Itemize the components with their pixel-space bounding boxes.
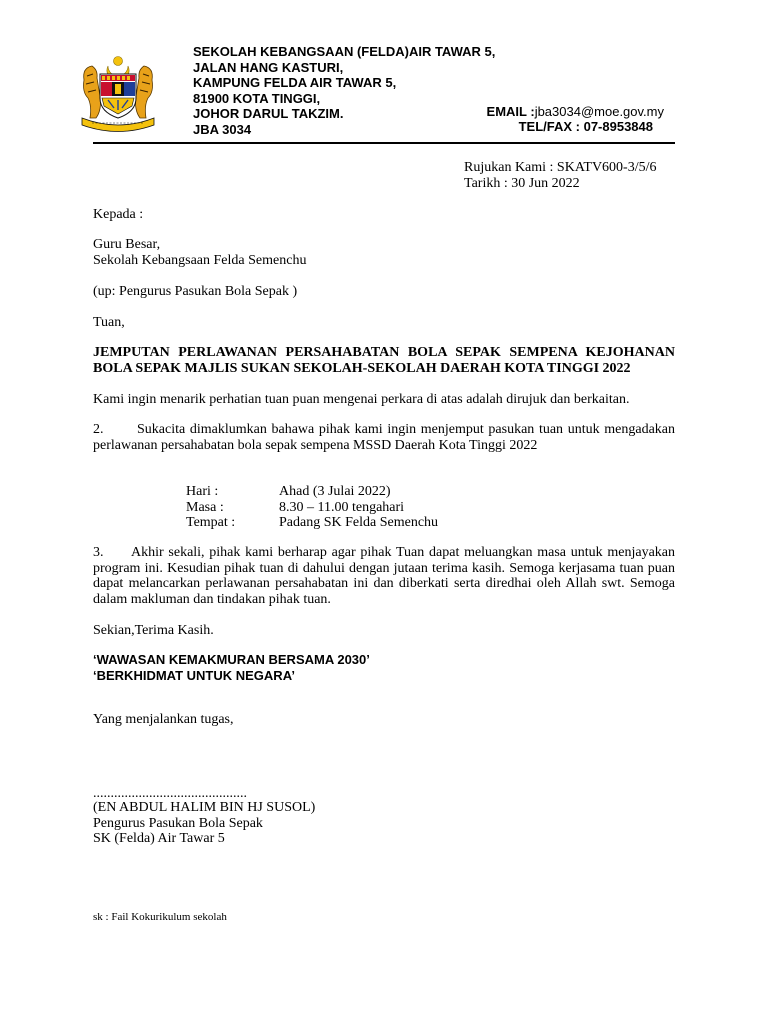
crest-icon — [78, 52, 158, 132]
paragraph-2-text: Sukacita dimaklumkan bahawa pihak kami ingin menjemput pasukan tuan untuk mengadakan perlawanan persahabatan bola sepak sempena MSSD Daerah Kota Tinggi 2022 — [93, 422, 675, 453]
detail-row-hari — [186, 484, 438, 500]
slogan-block — [93, 652, 675, 683]
signature-block — [93, 788, 675, 847]
detail-label: Tempat : — [186, 515, 236, 530]
address-line-1: JALAN HANG KASTURI, — [193, 59, 344, 75]
kepada-label: Kepada : — [93, 207, 144, 222]
paragraph-3-text: Akhir sekali, pihak kami berharap agar pihak Tuan dapat meluangkan masa untuk menjayakan program ini. Kesudian pihak tuan di dahului dengan jutaan terima kasih. Semoga kerjasama tuan puan dapat melancarkan perlawanan persahabatan ini dan diberkati serta diredhai oleh Allah swt. Semoga dalam makluman dan tindakan pihak tuan. — [93, 545, 675, 607]
closing-line: Sekian,Terima Kasih. — [93, 623, 214, 638]
email-contact — [487, 104, 664, 120]
detail-row-masa — [186, 500, 438, 516]
header-divider — [93, 142, 675, 144]
paragraph-2 — [93, 422, 675, 453]
school-code: JBA 3034 — [193, 121, 252, 137]
detail-value: 8.30 – 11.00 tengahari — [279, 499, 405, 515]
slogan-wawasan: ‘WAWASAN KEMAKMURAN BERSAMA 2030’ — [93, 652, 370, 667]
duty-line: Yang menjalankan tugas, — [93, 712, 234, 727]
paragraph-3-number: 3. — [93, 545, 104, 560]
tel-fax: TEL/FAX : 07-8953848 — [518, 119, 653, 134]
event-details — [186, 484, 438, 531]
detail-value: Ahad (3 Julai 2022) — [279, 484, 391, 499]
signatory-school: SK (Felda) Air Tawar 5 — [93, 831, 225, 846]
recipient-block — [93, 237, 675, 268]
address-line-3: 81900 KOTA TINGGI, — [193, 90, 321, 106]
address-line-4: JOHOR DARUL TAKZIM. — [193, 106, 344, 121]
email-address: jba3034@moe.gov.my — [534, 104, 664, 119]
recipient-school: Sekolah Kebangsaan Felda Semenchu — [93, 252, 307, 268]
paragraph-3 — [93, 545, 675, 607]
detail-row-tempat — [186, 515, 438, 531]
slogan-berkhidmat: ‘BERKHIDMAT UNTUK NEGARA’ — [93, 667, 295, 683]
detail-label: Hari : — [186, 484, 219, 499]
signature-line: ............................................ — [93, 786, 247, 801]
recipient-title: Guru Besar, — [93, 237, 161, 252]
reference-block — [464, 160, 657, 192]
carbon-copy-note: sk : Fail Kokurikulum sekolah — [93, 911, 227, 923]
school-letterhead — [193, 44, 495, 137]
email-label: EMAIL : — [486, 104, 535, 119]
detail-value: Padang SK Felda Semenchu — [279, 515, 439, 530]
attention-line: (up: Pengurus Pasukan Bola Sepak ) — [93, 284, 298, 299]
address-line-2: KAMPUNG FELDA AIR TAWAR 5, — [193, 75, 397, 90]
letter-subject: JEMPUTAN PERLAWANAN PERSAHABATAN BOLA SEPAK SEMPENA KEJOHANAN BOLA SEPAK MAJLIS SUKAN SEKOLAH-SEKOLAH DAERAH KOTA TINGGI 2022 — [93, 345, 675, 376]
letter-date: Tarikh : 30 Jun 2022 — [464, 176, 580, 191]
salutation: Tuan, — [93, 315, 125, 330]
signatory-role: Pengurus Pasukan Bola Sepak — [93, 815, 263, 831]
signatory-name: (EN ABDUL HALIM BIN HJ SUSOL) — [93, 800, 316, 815]
detail-label: Masa : — [186, 499, 224, 515]
reference-number: Rujukan Kami : SKATV600-3/5/6 — [464, 160, 657, 175]
coat-of-arms-logo — [78, 52, 158, 132]
paragraph-2-number: 2. — [93, 422, 104, 437]
school-name: SEKOLAH KEBANGSAAN (FELDA)AIR TAWAR 5, — [193, 44, 496, 59]
paragraph-1: Kami ingin menarik perhatian tuan puan mengenai perkara di atas adalah dirujuk dan berkaitan. — [93, 392, 630, 407]
